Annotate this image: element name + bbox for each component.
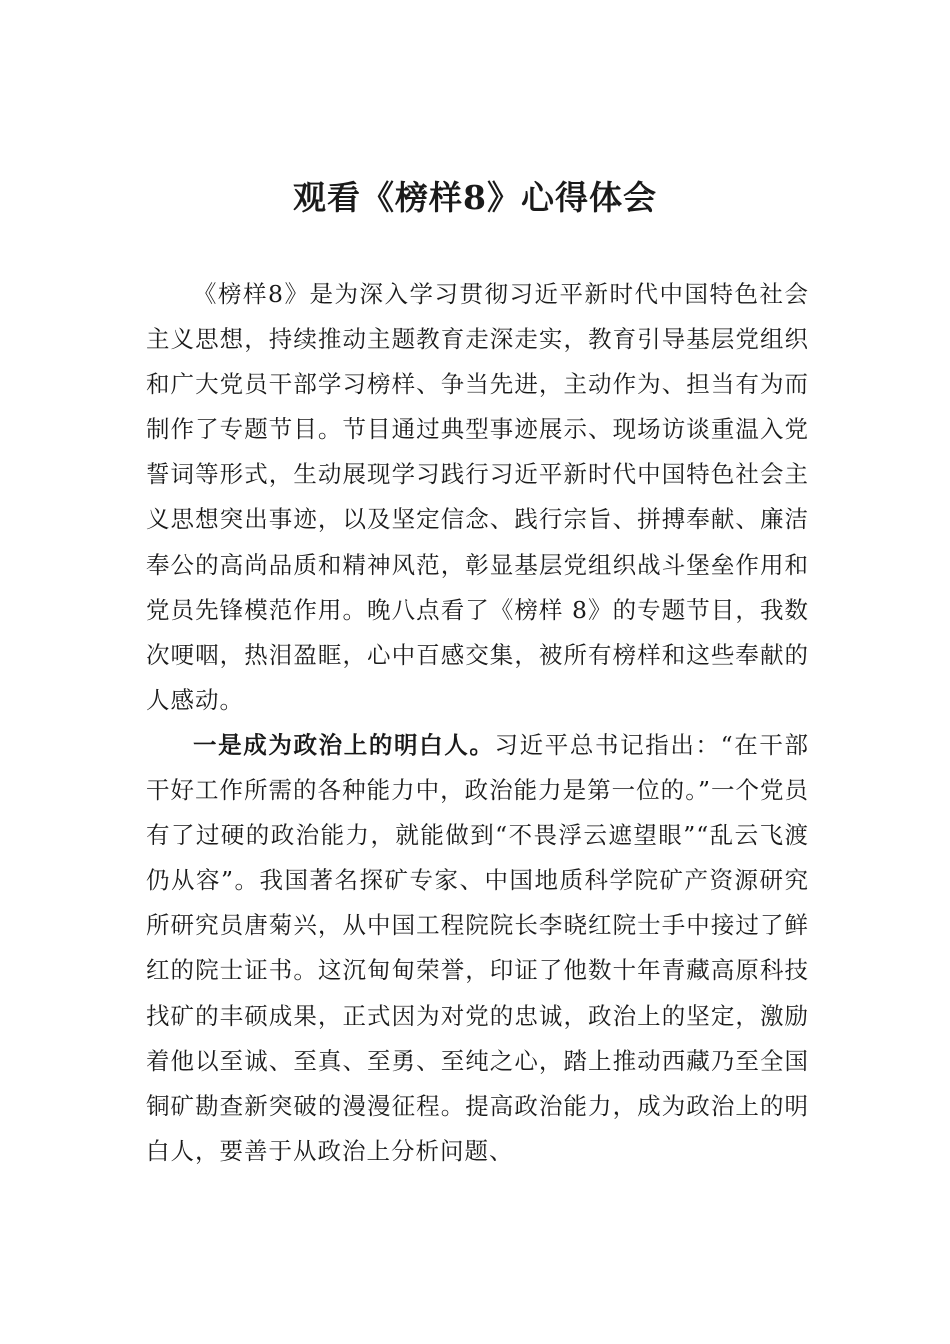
document-title: 观看《榜样8》心得体会 [293, 178, 657, 217]
document-body [146, 272, 809, 1174]
paragraph-text: 习近平总书记指出：“在干部干好工作所需的各种能力中，政治能力是第一位的。”一个党员有了过硬的政治能力，就能做到“不畏浮云遮望眼”“乱云飞渡仍从容”。我国著名探矿专家、中国地质科学院矿产资源研究所研究员唐菊兴，从中国工程院院长李晓红院士手中接过了鲜红的院士证书。这沉甸甸荣誉，印证了他数十年青藏高原科技找矿的丰硕成果，正式因为对党的忠诚，政治上的坚定，激励着他以至诚、至真、至勇、至纯之心，踏上推动西藏乃至全国铜矿勘查新突破的漫漫征程。提高政治能力，成为政治上的明白人，要善于从政治上分析问题、 [146, 730, 810, 1165]
paragraph-lead: 一是成为政治上的明白人。 [193, 730, 495, 759]
paragraph-intro [146, 272, 809, 723]
paragraph-text: 《榜样8》是为深入学习贯彻习近平新时代中国特色社会主义思想，持续推动主题教育走深走实，教育引导基层党组织和广大党员干部学习榜样、争当先进，主动作为、担当有为而制作了专题节目。节目通过典型事迹展示、现场访谈重温入党誓词等形式，生动展现学习践行习近平新时代中国特色社会主义思想突出事迹，以及坚定信念、践行宗旨、拼搏奉献、廉洁奉公的高尚品质和精神风范，彰显基层党组织战斗堡垒作用和党员先锋模范作用。晚八点看了《榜样 8》的专题节目，我数次哽咽，热泪盈眶，心中百感交集，被所有榜样和这些奉献的人感动。 [146, 280, 809, 714]
paragraph-point-one [146, 723, 809, 1174]
